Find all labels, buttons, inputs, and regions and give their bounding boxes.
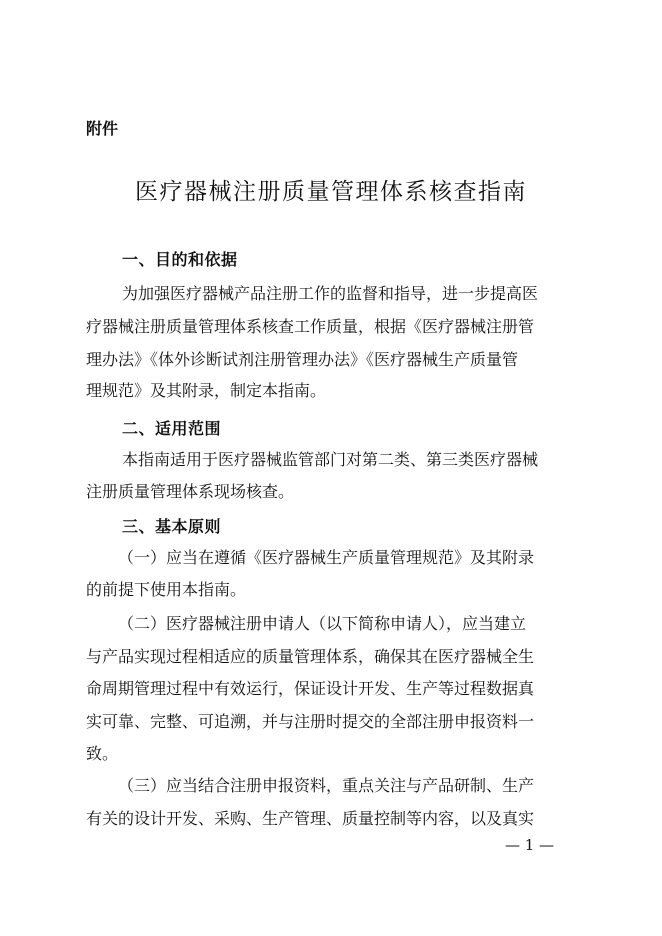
paragraph-line: 有关的设计开发、采购、生产管理、质量控制等内容，以及真实 [86,809,535,828]
paragraph-line: 理规范》及其附录，制定本指南。 [86,381,327,400]
paragraph-line: 本指南适用于医疗器械监管部门对第二类、第三类医疗器械 [122,450,539,469]
paragraph-line: 实可靠、完整、可追溯，并与注册时提交的全部注册申报资料一 [86,712,535,731]
paragraph-line: 致。 [86,744,119,763]
paragraph-line: （三）应当结合注册申报资料，重点关注与产品研制、生产 [118,776,535,795]
paragraph-line: 注册质量管理体系现场核查。 [86,482,295,501]
document-title: 医疗器械注册质量管理体系核查指南 [135,179,527,205]
paragraph-line: 理办法》《体外诊断试剂注册管理办法》《医疗器械生产质量管 [86,350,519,369]
paragraph-line: 命周期管理过程中有效运行，保证设计开发、生产等过程数据真 [86,679,535,698]
paragraph-line: 疗器械注册质量管理体系核查工作质量，根据《医疗器械注册管 [86,317,535,336]
section-heading-purpose: 一、目的和依据 [122,250,238,269]
paragraph-line: （一）应当在遵循《医疗器械生产质量管理规范》及其附录 [118,548,535,567]
paragraph-line: （二）医疗器械注册申请人（以下简称申请人），应当建立 [118,614,527,633]
attachment-label: 附件 [86,119,119,138]
section-heading-scope: 二、适用范围 [122,419,222,438]
paragraph-line: 为加强医疗器械产品注册工作的监督和指导，进一步提高医 [122,284,539,303]
page-number: — 1 — [505,836,555,854]
paragraph-line: 的前提下使用本指南。 [86,580,247,599]
section-heading-principles: 三、基本原则 [122,517,222,536]
paragraph-line: 与产品实现过程相适应的质量管理体系，确保其在医疗器械全生 [86,647,535,666]
